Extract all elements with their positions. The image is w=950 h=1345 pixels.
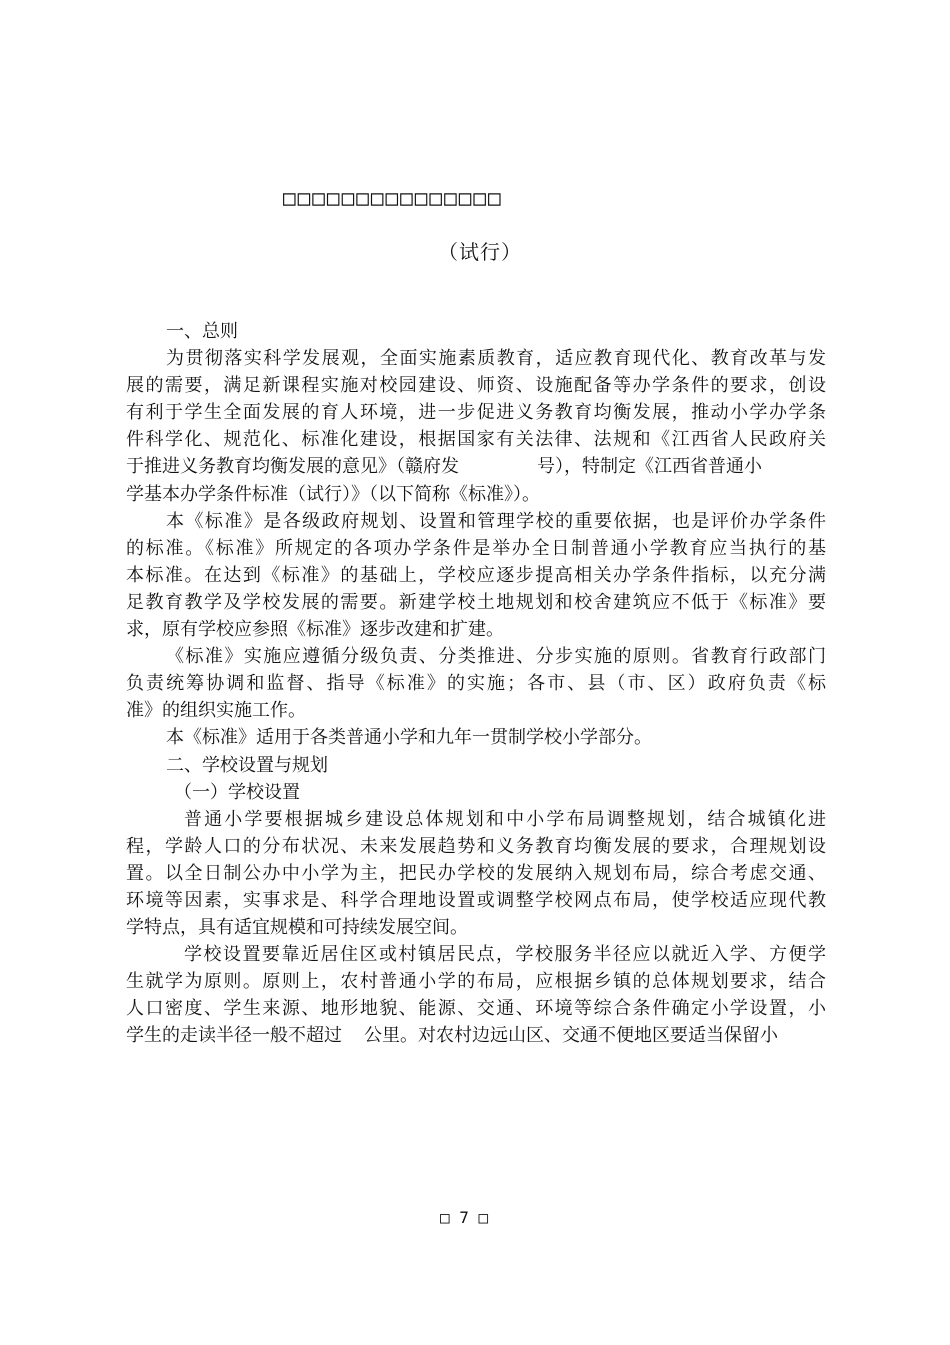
paragraph-line: 求，原有学校应参照《标准》逐步改建和扩建。 [126,619,504,641]
paragraph-line: 的标准。《标准》所规定的各项办学条件是举办全日制普通小学教育应当执行的基 [126,537,826,559]
paragraph-line: 人口密度、学生来源、地形地貌、能源、交通、环境等综合条件确定小学设置，小 [126,998,826,1020]
paragraph-line-part: 于推进义务教育均衡发展的意见》（赣府发 [126,456,459,478]
paragraph-line: 有利于学生全面发展的育人环境，进一步促进义务教育均衡发展，推动小学办学条 [126,402,826,424]
paragraph-line-part: 学生的走读半径一般不超过 [126,1025,342,1047]
paragraph-line: 学基本办学条件标准（试行）》（以下简称《标准》）。 [126,483,540,505]
paragraph-line-part: 公里。对农村边远山区、交通不便地区要适当保留小 [364,1025,778,1047]
paragraph-line [126,1022,826,1049]
paragraph-line: 为贯彻落实科学发展观，全面实施素质教育，适应教育现代化、教育改革与发 [166,348,826,370]
paragraph-line: 本《标准》适用于各类普通小学和九年一贯制学校小学部分。 [166,727,652,749]
document-subtitle: （试行） [438,240,522,264]
paragraph-line: 本标准。在达到《标准》的基础上，学校应逐步提高相关办学条件指标，以充分满 [126,564,826,586]
paragraph-line: 学校设置要靠近居住区或村镇居民点，学校服务半径应以就近入学、方便学 [184,944,826,966]
paragraph-line: 本《标准》是各级政府规划、设置和管理学校的重要依据，也是评价办学条件 [166,510,826,532]
document-body [126,318,826,1050]
paragraph-line [126,453,826,480]
paragraph-line: 普通小学要根据城乡建设总体规划和中小学布局调整规划，结合城镇化进 [184,808,826,830]
paragraph-line: 负责统筹协调和监督、指导《标准》的实施；各市、县（市、区）政府负责《标 [126,673,826,695]
paragraph-line: 准》的组织实施工作。 [126,700,306,722]
section-heading: 二、学校设置与规划 [166,754,328,776]
paragraph-line-part: 号），特制定《江西省普通小 [537,456,762,478]
paragraph-line: 《标准》实施应遵循分级负责、分类推进、分步实施的原则。省教育行政部门 [166,646,826,668]
paragraph-line: 程，学龄人口的分布状况、未来发展趋势和义务教育均衡发展的要求，合理规划设 [126,835,826,857]
paragraph-line: 足教育教学及学校发展的需要。新建学校土地规划和校舍建筑应不低于《标准》要 [126,591,826,613]
subsection-heading: （一）学校设置 [174,781,300,803]
paragraph-line: 展的需要，满足新课程实施对校园建设、师资、设施配备等办学条件的要求，创设 [126,375,826,397]
section-heading: 一、总则 [166,321,238,342]
paragraph-line: 置。以全日制公办中小学为主，把民办学校的发展纳入规划布局，综合考虑交通、 [126,862,826,884]
page-number: □ 7 □ [440,1208,489,1227]
paragraph-line: 学特点，具有适宜规模和可持续发展空间。 [126,917,468,939]
paragraph-line: 环境等因素，实事求是、科学合理地设置或调整学校网点布局，使学校适应现代教 [126,889,826,911]
paragraph-line: 生就学为原则。原则上，农村普通小学的布局，应根据乡镇的总体规划要求，结合 [126,971,826,993]
document-title: □□□□□□□□□□□□□□□ [283,186,503,210]
paragraph-line: 件科学化、规范化、标准化建设，根据国家有关法律、法规和《江西省人民政府关 [126,429,826,451]
